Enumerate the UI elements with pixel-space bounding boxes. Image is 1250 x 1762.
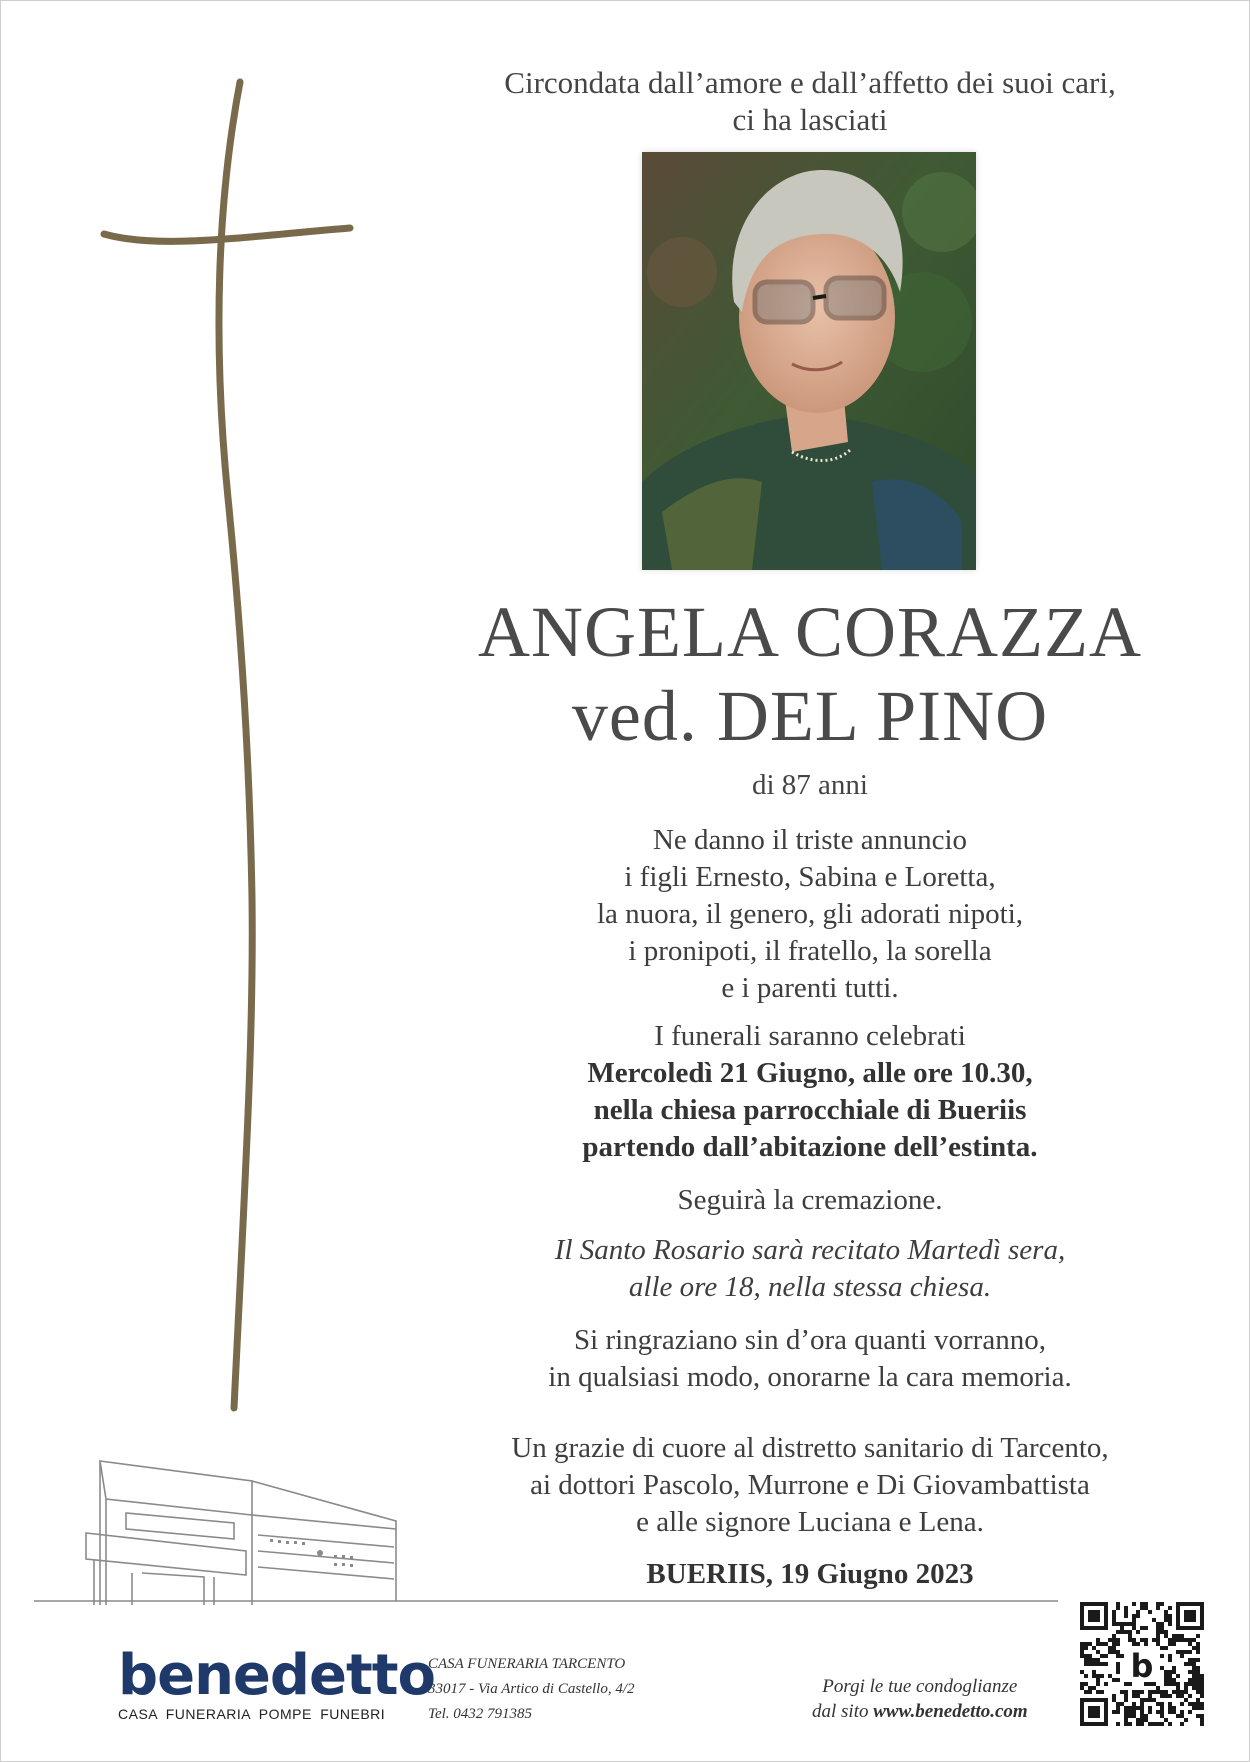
- deceased-name: [440, 590, 1180, 758]
- funeral-home-address: [428, 1652, 635, 1727]
- condolences-prefix: dal sito: [812, 1701, 874, 1722]
- deceased-age: di 87 anni: [752, 769, 868, 801]
- address-street: 33017 - Via Artico di Castello, 4/2: [428, 1681, 635, 1697]
- rosary-line: alle ore 18, nella stessa chiesa.: [628, 1271, 992, 1303]
- place-date: BUERIIS, 19 Giugno 2023: [646, 1558, 974, 1590]
- thanks-line: Si ringraziano sin d’ora quanti vorranno,: [574, 1324, 1046, 1356]
- funeral-date: Mercoledì 21 Giugno, alle ore 10.30,: [587, 1057, 1033, 1089]
- rosary-line: Il Santo Rosario sarà recitato Martedì sera,: [554, 1234, 1066, 1266]
- intro-line: Circondata dall’amore e dall’affetto dei suoi cari,: [504, 65, 1116, 100]
- name-line: ANGELA CORAZZA: [478, 592, 1142, 672]
- thanks-line: in qualsiasi modo, onorarne la cara memoria.: [548, 1361, 1072, 1393]
- address-phone: Tel. 0432 791385: [428, 1706, 533, 1722]
- funeral-departure: partendo dall’abitazione dell’estinta.: [582, 1131, 1038, 1163]
- logo-subtitle: CASA FUNERARIA POMPE FUNEBRI: [118, 1706, 386, 1722]
- condolences-note: [812, 1674, 1028, 1724]
- intro-text: [440, 64, 1180, 138]
- funeral-line: I funerali saranno celebrati: [654, 1020, 966, 1052]
- funeral-church: nella chiesa parrocchiale di Bueriis: [593, 1094, 1027, 1126]
- thanks-line: ai dottori Pascolo, Murrone e Di Giovambattista: [530, 1469, 1090, 1501]
- announcement-line: i figli Ernesto, Sabina e Loretta,: [624, 861, 996, 893]
- thanks-line: e alle signore Luciana e Lena.: [636, 1506, 984, 1538]
- qr-code[interactable]: [1080, 1602, 1204, 1726]
- cross-icon: [100, 78, 360, 1418]
- announcement-line: e i parenti tutti.: [721, 972, 899, 1004]
- benedetto-logo: benedetto: [118, 1643, 435, 1708]
- building-icon: [34, 1455, 1064, 1620]
- intro-line: ci ha lasciati: [732, 102, 888, 137]
- svg-text:b: b: [1130, 1647, 1154, 1686]
- thanks-line: Un grazie di cuore al distretto sanitario di Tarcento,: [511, 1432, 1109, 1464]
- address-title: CASA FUNERARIA TARCENTO: [428, 1656, 626, 1672]
- announcement-line: Ne danno il triste annuncio: [652, 824, 968, 856]
- condolences-line: Porgi le tue condoglianze: [822, 1676, 1018, 1697]
- funeral-info: [440, 1018, 1180, 1166]
- thanks-general: [440, 1322, 1180, 1396]
- announcement-line: la nuora, il genero, gli adorati nipoti,: [596, 898, 1024, 930]
- website-link[interactable]: www.benedetto.com: [873, 1701, 1028, 1722]
- announcement-text: [440, 822, 1180, 1007]
- rosary-note: [440, 1232, 1180, 1306]
- portrait-photo: [642, 152, 976, 570]
- cremation-note: Seguirà la cremazione.: [677, 1184, 943, 1216]
- announcement-line: i pronipoti, il fratello, la sorella: [628, 935, 992, 967]
- name-line: ved. DEL PINO: [571, 676, 1049, 756]
